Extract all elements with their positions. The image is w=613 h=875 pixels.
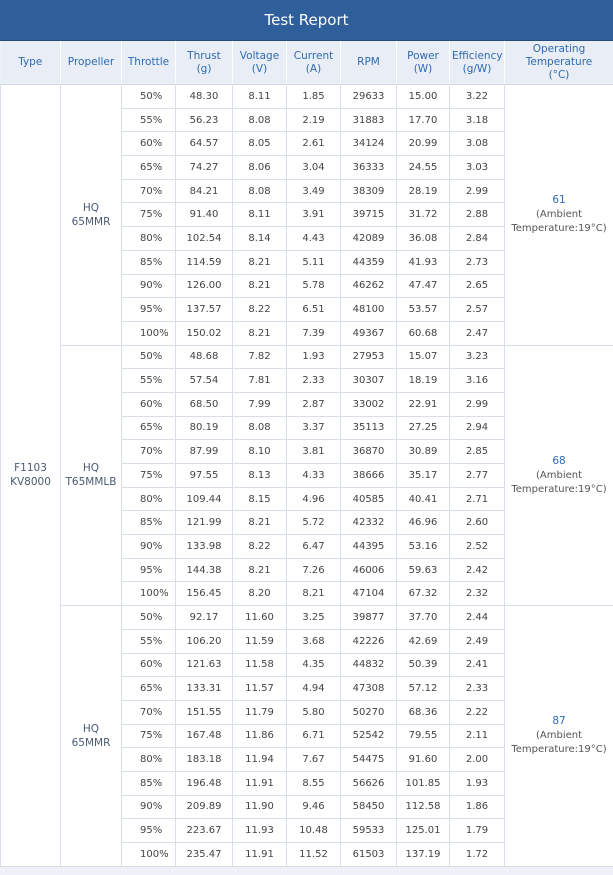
current-cell: 2.19 (287, 108, 341, 132)
rpm-cell: 56626 (341, 771, 397, 795)
throttle-cell: 90% (122, 274, 176, 298)
current-cell: 5.72 (287, 511, 341, 535)
efficiency-cell: 2.71 (450, 487, 505, 511)
propeller-model: T65MMLB (66, 476, 117, 488)
rpm-cell: 34124 (341, 132, 397, 156)
throttle-cell: 50% (122, 85, 176, 109)
current-cell: 6.47 (287, 535, 341, 559)
rpm-cell: 39715 (341, 203, 397, 227)
rpm-cell: 29633 (341, 85, 397, 109)
throttle-cell: 100% (122, 843, 176, 867)
current-cell: 3.25 (287, 606, 341, 630)
voltage-cell: 8.21 (233, 250, 287, 274)
throttle-cell: 80% (122, 748, 176, 772)
thrust-cell: 106.20 (176, 629, 233, 653)
header-voltage (233, 41, 287, 85)
thrust-cell: 84.21 (176, 179, 233, 203)
rpm-cell: 44359 (341, 250, 397, 274)
voltage-cell: 8.21 (233, 321, 287, 345)
power-cell: 20.99 (397, 132, 450, 156)
efficiency-cell: 1.93 (450, 771, 505, 795)
voltage-cell: 11.93 (233, 819, 287, 843)
voltage-cell: 8.06 (233, 156, 287, 180)
power-cell: 31.72 (397, 203, 450, 227)
propeller-cell (61, 606, 122, 867)
throttle-cell: 70% (122, 700, 176, 724)
voltage-cell: 8.21 (233, 511, 287, 535)
operating-temperature-value: 61 (552, 194, 565, 206)
throttle-cell: 80% (122, 487, 176, 511)
voltage-cell: 11.86 (233, 724, 287, 748)
propeller-cell (61, 345, 122, 606)
power-cell: 15.07 (397, 345, 450, 369)
voltage-cell: 8.08 (233, 416, 287, 440)
ambient-label: (Ambient (536, 730, 582, 741)
throttle-cell: 70% (122, 179, 176, 203)
rpm-cell: 46006 (341, 558, 397, 582)
throttle-cell: 50% (122, 606, 176, 630)
rpm-cell: 38666 (341, 464, 397, 488)
current-cell: 8.21 (287, 582, 341, 606)
current-cell: 3.04 (287, 156, 341, 180)
power-cell: 91.60 (397, 748, 450, 772)
thrust-cell: 114.59 (176, 250, 233, 274)
efficiency-cell: 3.22 (450, 85, 505, 109)
current-cell: 2.87 (287, 392, 341, 416)
efficiency-cell: 3.18 (450, 108, 505, 132)
rpm-cell: 47308 (341, 677, 397, 701)
rpm-cell: 42089 (341, 227, 397, 251)
thrust-cell: 91.40 (176, 203, 233, 227)
rpm-cell: 40585 (341, 487, 397, 511)
thrust-cell: 121.63 (176, 653, 233, 677)
thrust-cell: 102.54 (176, 227, 233, 251)
rpm-cell: 30307 (341, 369, 397, 393)
efficiency-cell: 2.77 (450, 464, 505, 488)
efficiency-cell: 2.22 (450, 700, 505, 724)
efficiency-cell: 2.52 (450, 535, 505, 559)
thrust-cell: 133.98 (176, 535, 233, 559)
ambient-temperature: Temperature:19°C) (511, 484, 606, 495)
thrust-cell: 57.54 (176, 369, 233, 393)
rpm-cell: 38309 (341, 179, 397, 203)
thrust-cell: 56.23 (176, 108, 233, 132)
voltage-cell: 8.21 (233, 558, 287, 582)
power-cell: 57.12 (397, 677, 450, 701)
throttle-cell: 85% (122, 250, 176, 274)
power-cell: 28.19 (397, 179, 450, 203)
thrust-cell: 235.47 (176, 843, 233, 867)
table-row (1, 606, 613, 630)
efficiency-cell: 2.99 (450, 179, 505, 203)
efficiency-cell: 2.65 (450, 274, 505, 298)
voltage-cell: 7.82 (233, 345, 287, 369)
throttle-cell: 65% (122, 156, 176, 180)
efficiency-cell: 2.32 (450, 582, 505, 606)
voltage-cell: 11.90 (233, 795, 287, 819)
voltage-cell: 11.79 (233, 700, 287, 724)
voltage-cell: 8.08 (233, 108, 287, 132)
voltage-cell: 11.91 (233, 843, 287, 867)
voltage-cell: 8.14 (233, 227, 287, 251)
efficiency-cell: 2.41 (450, 653, 505, 677)
efficiency-cell: 2.33 (450, 677, 505, 701)
rpm-cell: 44832 (341, 653, 397, 677)
current-cell: 4.35 (287, 653, 341, 677)
voltage-cell: 8.11 (233, 85, 287, 109)
header-current-label: Current (294, 50, 333, 62)
voltage-cell: 8.15 (233, 487, 287, 511)
throttle-cell: 85% (122, 511, 176, 535)
header-thrust-label: Thrust (187, 50, 221, 62)
header-thrust-unit: (g) (197, 63, 212, 75)
report-title: Test Report (0, 0, 613, 41)
power-cell: 27.25 (397, 416, 450, 440)
thrust-cell: 223.67 (176, 819, 233, 843)
thrust-cell: 209.89 (176, 795, 233, 819)
motor-type-line-1: F1103 (14, 462, 47, 474)
rpm-cell: 31883 (341, 108, 397, 132)
current-cell: 2.61 (287, 132, 341, 156)
propeller-model: 65MMR (72, 216, 111, 228)
table-row (1, 85, 613, 109)
throttle-cell: 90% (122, 535, 176, 559)
thrust-cell: 80.19 (176, 416, 233, 440)
efficiency-cell: 2.42 (450, 558, 505, 582)
current-cell: 4.96 (287, 487, 341, 511)
power-cell: 15.00 (397, 85, 450, 109)
throttle-cell: 75% (122, 724, 176, 748)
report-body (1, 85, 613, 867)
current-cell: 4.43 (287, 227, 341, 251)
rpm-cell: 39877 (341, 606, 397, 630)
current-cell: 5.80 (287, 700, 341, 724)
voltage-cell: 8.22 (233, 535, 287, 559)
voltage-cell: 11.60 (233, 606, 287, 630)
thrust-cell: 109.44 (176, 487, 233, 511)
power-cell: 68.36 (397, 700, 450, 724)
voltage-cell: 8.11 (233, 203, 287, 227)
power-cell: 30.89 (397, 440, 450, 464)
header-current-unit: (A) (306, 63, 321, 75)
throttle-cell: 55% (122, 629, 176, 653)
current-cell: 7.26 (287, 558, 341, 582)
efficiency-cell: 2.99 (450, 392, 505, 416)
current-cell: 6.51 (287, 298, 341, 322)
current-cell: 4.33 (287, 464, 341, 488)
efficiency-cell: 2.49 (450, 629, 505, 653)
header-voltage-label: Voltage (240, 50, 279, 62)
efficiency-cell: 2.84 (450, 227, 505, 251)
header-current (287, 41, 341, 85)
current-cell: 8.55 (287, 771, 341, 795)
power-cell: 53.57 (397, 298, 450, 322)
current-cell: 7.67 (287, 748, 341, 772)
power-cell: 35.17 (397, 464, 450, 488)
efficiency-cell: 2.88 (450, 203, 505, 227)
ambient-temperature: Temperature:19°C) (511, 223, 606, 234)
efficiency-cell: 2.85 (450, 440, 505, 464)
propeller-brand: HQ (83, 723, 99, 735)
power-cell: 17.70 (397, 108, 450, 132)
power-cell: 42.69 (397, 629, 450, 653)
operating-temperature-cell (505, 345, 613, 606)
power-cell: 41.93 (397, 250, 450, 274)
header-efficiency-unit: (g/W) (463, 63, 492, 75)
throttle-cell: 90% (122, 795, 176, 819)
ambient-temperature: Temperature:19°C) (511, 744, 606, 755)
current-cell: 3.49 (287, 179, 341, 203)
header-power (397, 41, 450, 85)
thrust-cell: 48.68 (176, 345, 233, 369)
efficiency-cell: 3.23 (450, 345, 505, 369)
power-cell: 79.55 (397, 724, 450, 748)
throttle-cell: 70% (122, 440, 176, 464)
voltage-cell: 7.99 (233, 392, 287, 416)
current-cell: 3.91 (287, 203, 341, 227)
efficiency-cell: 1.79 (450, 819, 505, 843)
current-cell: 3.37 (287, 416, 341, 440)
voltage-cell: 7.81 (233, 369, 287, 393)
power-cell: 50.39 (397, 653, 450, 677)
rpm-cell: 49367 (341, 321, 397, 345)
efficiency-cell: 1.86 (450, 795, 505, 819)
current-cell: 1.85 (287, 85, 341, 109)
voltage-cell: 8.05 (233, 132, 287, 156)
voltage-cell: 11.94 (233, 748, 287, 772)
thrust-cell: 87.99 (176, 440, 233, 464)
current-cell: 6.71 (287, 724, 341, 748)
thrust-cell: 167.48 (176, 724, 233, 748)
throttle-cell: 100% (122, 321, 176, 345)
thrust-cell: 144.38 (176, 558, 233, 582)
power-cell: 47.47 (397, 274, 450, 298)
current-cell: 3.68 (287, 629, 341, 653)
header-efficiency (450, 41, 505, 85)
header-thrust (176, 41, 233, 85)
header-voltage-unit: (V) (252, 63, 267, 75)
rpm-cell: 52542 (341, 724, 397, 748)
power-cell: 18.19 (397, 369, 450, 393)
rpm-cell: 44395 (341, 535, 397, 559)
power-cell: 46.96 (397, 511, 450, 535)
efficiency-cell: 2.57 (450, 298, 505, 322)
thrust-cell: 151.55 (176, 700, 233, 724)
power-cell: 22.91 (397, 392, 450, 416)
voltage-cell: 8.13 (233, 464, 287, 488)
table-row (1, 345, 613, 369)
voltage-cell: 11.59 (233, 629, 287, 653)
propeller-brand: HQ (83, 202, 99, 214)
voltage-cell: 8.08 (233, 179, 287, 203)
header-row (1, 41, 613, 85)
throttle-cell: 80% (122, 227, 176, 251)
header-power-label: Power (407, 50, 439, 62)
power-cell: 36.08 (397, 227, 450, 251)
efficiency-cell: 2.60 (450, 511, 505, 535)
ambient-label: (Ambient (536, 470, 582, 481)
header-temperature-unit: (°C) (549, 69, 570, 81)
voltage-cell: 11.91 (233, 771, 287, 795)
thrust-cell: 156.45 (176, 582, 233, 606)
throttle-cell: 60% (122, 653, 176, 677)
power-cell: 60.68 (397, 321, 450, 345)
thrust-cell: 133.31 (176, 677, 233, 701)
efficiency-cell: 3.08 (450, 132, 505, 156)
operating-temperature-value: 68 (552, 455, 565, 467)
operating-temperature-cell (505, 606, 613, 867)
rpm-cell: 48100 (341, 298, 397, 322)
power-cell: 53.16 (397, 535, 450, 559)
motor-type-line-2: KV8000 (10, 476, 51, 488)
throttle-cell: 50% (122, 345, 176, 369)
propeller-cell (61, 85, 122, 346)
header-rpm: RPM (341, 41, 397, 85)
header-temperature-label-2: Temperature (526, 56, 593, 68)
thrust-cell: 68.50 (176, 392, 233, 416)
rpm-cell: 50270 (341, 700, 397, 724)
thrust-cell: 121.99 (176, 511, 233, 535)
current-cell: 2.33 (287, 369, 341, 393)
thrust-cell: 97.55 (176, 464, 233, 488)
efficiency-cell: 3.03 (450, 156, 505, 180)
current-cell: 7.39 (287, 321, 341, 345)
power-cell: 40.41 (397, 487, 450, 511)
thrust-cell: 48.30 (176, 85, 233, 109)
header-type: Type (1, 41, 61, 85)
propeller-model: 65MMR (72, 737, 111, 749)
operating-temperature-cell (505, 85, 613, 346)
current-cell: 5.78 (287, 274, 341, 298)
power-cell: 37.70 (397, 606, 450, 630)
throttle-cell: 55% (122, 369, 176, 393)
header-power-unit: (W) (414, 63, 433, 75)
power-cell: 125.01 (397, 819, 450, 843)
voltage-cell: 8.20 (233, 582, 287, 606)
voltage-cell: 11.57 (233, 677, 287, 701)
rpm-cell: 36333 (341, 156, 397, 180)
operating-temperature-value: 87 (552, 715, 565, 727)
throttle-cell: 55% (122, 108, 176, 132)
efficiency-cell: 2.44 (450, 606, 505, 630)
power-cell: 112.58 (397, 795, 450, 819)
throttle-cell: 100% (122, 582, 176, 606)
efficiency-cell: 3.16 (450, 369, 505, 393)
throttle-cell: 95% (122, 558, 176, 582)
rpm-cell: 46262 (341, 274, 397, 298)
rpm-cell: 35113 (341, 416, 397, 440)
motor-type-cell (1, 85, 61, 867)
thrust-cell: 64.57 (176, 132, 233, 156)
thrust-cell: 137.57 (176, 298, 233, 322)
efficiency-cell: 2.47 (450, 321, 505, 345)
efficiency-cell: 2.11 (450, 724, 505, 748)
throttle-cell: 65% (122, 677, 176, 701)
thrust-cell: 92.17 (176, 606, 233, 630)
current-cell: 5.11 (287, 250, 341, 274)
power-cell: 67.32 (397, 582, 450, 606)
throttle-cell: 95% (122, 298, 176, 322)
header-temperature (505, 41, 613, 85)
current-cell: 10.48 (287, 819, 341, 843)
voltage-cell: 8.10 (233, 440, 287, 464)
throttle-cell: 60% (122, 132, 176, 156)
throttle-cell: 85% (122, 771, 176, 795)
efficiency-cell: 2.73 (450, 250, 505, 274)
current-cell: 4.94 (287, 677, 341, 701)
rpm-cell: 61503 (341, 843, 397, 867)
current-cell: 11.52 (287, 843, 341, 867)
voltage-cell: 8.22 (233, 298, 287, 322)
thrust-cell: 126.00 (176, 274, 233, 298)
voltage-cell: 11.58 (233, 653, 287, 677)
ambient-label: (Ambient (536, 209, 582, 220)
voltage-cell: 8.21 (233, 274, 287, 298)
rpm-cell: 42332 (341, 511, 397, 535)
throttle-cell: 65% (122, 416, 176, 440)
rpm-cell: 58450 (341, 795, 397, 819)
current-cell: 1.93 (287, 345, 341, 369)
power-cell: 101.85 (397, 771, 450, 795)
efficiency-cell: 2.94 (450, 416, 505, 440)
rpm-cell: 47104 (341, 582, 397, 606)
throttle-cell: 75% (122, 464, 176, 488)
throttle-cell: 60% (122, 392, 176, 416)
header-temperature-label-1: Operating (533, 43, 586, 55)
header-efficiency-label: Efficiency (452, 50, 503, 62)
rpm-cell: 36870 (341, 440, 397, 464)
bottom-strip (0, 867, 613, 875)
thrust-cell: 74.27 (176, 156, 233, 180)
rpm-cell: 42226 (341, 629, 397, 653)
test-report-table (0, 41, 613, 867)
header-propeller: Propeller (61, 41, 122, 85)
thrust-cell: 196.48 (176, 771, 233, 795)
current-cell: 3.81 (287, 440, 341, 464)
efficiency-cell: 1.72 (450, 843, 505, 867)
rpm-cell: 33002 (341, 392, 397, 416)
throttle-cell: 75% (122, 203, 176, 227)
power-cell: 59.63 (397, 558, 450, 582)
efficiency-cell: 2.00 (450, 748, 505, 772)
throttle-cell: 95% (122, 819, 176, 843)
current-cell: 9.46 (287, 795, 341, 819)
power-cell: 24.55 (397, 156, 450, 180)
power-cell: 137.19 (397, 843, 450, 867)
header-throttle: Throttle (122, 41, 176, 85)
propeller-brand: HQ (83, 462, 99, 474)
rpm-cell: 27953 (341, 345, 397, 369)
thrust-cell: 150.02 (176, 321, 233, 345)
rpm-cell: 59533 (341, 819, 397, 843)
rpm-cell: 54475 (341, 748, 397, 772)
thrust-cell: 183.18 (176, 748, 233, 772)
